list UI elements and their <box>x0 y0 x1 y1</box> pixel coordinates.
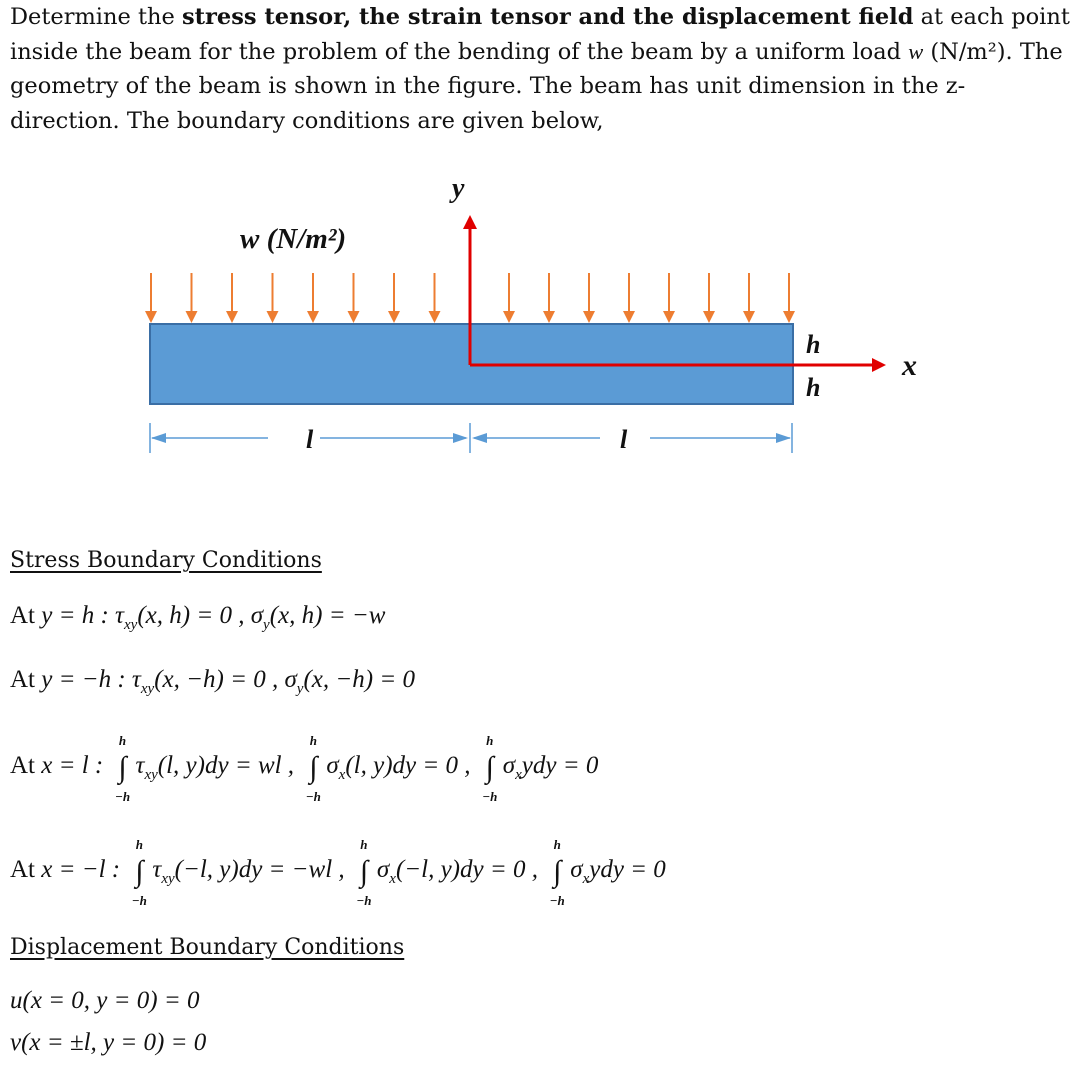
integral-sign: h ∫ −h <box>356 837 372 908</box>
y-axis-label: y <box>452 173 465 204</box>
subscript: xy <box>161 871 175 887</box>
load-arrow-head-icon <box>267 311 279 323</box>
load-symbol: w <box>908 38 924 64</box>
subscript: x <box>582 871 590 887</box>
tau-symbol: τ <box>115 602 124 629</box>
expr: ydy = 0 <box>589 856 666 883</box>
y-axis-arrow-icon <box>463 215 477 229</box>
load-arrow-head-icon <box>583 311 595 323</box>
load-arrow-head-icon <box>663 311 675 323</box>
load-arrow-head-icon <box>388 311 400 323</box>
problem-emphasis: stress tensor, the strain tensor and the displacement field <box>181 4 914 30</box>
displacement-bc-row-2 <box>10 1029 206 1057</box>
expr: (x, h) = 0 , <box>137 602 245 629</box>
subscript: xy <box>140 681 155 697</box>
beam-figure <box>0 165 1080 465</box>
integral-sign: h ∫ −h <box>131 837 147 908</box>
load-arrow-head-icon <box>543 311 555 323</box>
expr: (l, y)dy = 0 , <box>345 752 471 779</box>
expr: (x, h) = −w <box>269 602 386 629</box>
condition: y = −h : <box>41 666 126 693</box>
problem-text: (N/m²). The geometry of the beam is shown in the figure. The beam has unit dimension in the z-direction. The boundary conditions are given below, <box>10 38 1063 134</box>
integral-sign: h ∫ −h <box>114 733 131 804</box>
stress-bc-row-4 <box>10 837 666 908</box>
sigma-symbol: σ <box>502 752 516 779</box>
stress-bc-heading: Stress Boundary Conditions <box>10 548 322 573</box>
at-label: At <box>10 856 35 883</box>
load-arrow-head-icon <box>226 311 238 323</box>
subscript: xy <box>144 767 158 783</box>
sigma-symbol: σ <box>376 856 390 883</box>
displacement-bc-heading: Displacement Boundary Conditions <box>10 935 405 960</box>
at-label: At <box>10 602 35 629</box>
l-right-label: l <box>620 425 628 454</box>
x-axis-arrow-icon <box>872 358 886 372</box>
sigma-symbol: σ <box>570 856 583 883</box>
expr: ydy = 0 <box>521 752 599 779</box>
load-arrow-head-icon <box>429 311 441 323</box>
tau-symbol: τ <box>131 666 141 693</box>
load-arrow-head-icon <box>186 311 198 323</box>
h-bottom-label: h <box>806 373 821 402</box>
problem-text: at each point inside the beam for the problem of the bending of the beam by a uniform load <box>10 4 1070 65</box>
load-arrow-head-icon <box>348 311 360 323</box>
subscript: x <box>515 767 522 783</box>
expr: (−l, y)dy = −wl , <box>174 856 345 883</box>
expr: v(x = ±l, y = 0) = 0 <box>10 1029 207 1056</box>
load-arrow-head-icon <box>503 311 515 323</box>
integral-sign: h ∫ −h <box>482 733 498 804</box>
integral-sign: h ∫ −h <box>305 733 321 804</box>
sigma-symbol: σ <box>326 752 339 779</box>
condition: x = l : <box>41 752 104 779</box>
h-top-label: h <box>806 330 821 359</box>
stress-bc-row-1 <box>10 602 385 634</box>
subscript: xy <box>124 617 138 633</box>
subscript: x <box>389 871 396 887</box>
integral-sign: h ∫ −h <box>549 837 565 908</box>
displacement-bc-row-1 <box>10 987 199 1015</box>
problem-text: Determine the <box>10 4 182 30</box>
load-arrow-head-icon <box>703 311 715 323</box>
at-label: At <box>10 666 35 693</box>
sigma-symbol: σ <box>250 602 264 629</box>
expr: (−l, y)dy = 0 , <box>395 856 538 883</box>
condition: x = −l : <box>41 856 121 883</box>
subscript: y <box>296 681 304 697</box>
load-arrow-head-icon <box>783 311 795 323</box>
subscript: y <box>263 617 270 633</box>
dimension-right <box>470 423 792 453</box>
stress-bc-row-3 <box>10 733 599 804</box>
expr: (x, −h) = 0 <box>303 666 415 693</box>
load-arrow-head-icon <box>145 311 157 323</box>
expr: (x, −h) = 0 , <box>154 666 279 693</box>
l-left-label: l <box>306 425 314 454</box>
load-arrow-head-icon <box>623 311 635 323</box>
expr: u(x = 0, y = 0) = 0 <box>10 987 200 1014</box>
expr: (l, y)dy = wl , <box>157 752 295 779</box>
load-arrow-head-icon <box>307 311 319 323</box>
load-label: w (N/m²) <box>240 223 347 255</box>
subscript: x <box>338 767 346 783</box>
problem-statement <box>10 0 1070 138</box>
tau-symbol: τ <box>152 856 162 883</box>
stress-bc-row-2 <box>10 666 415 698</box>
condition: y = h : <box>41 602 109 629</box>
x-axis-label: x <box>902 349 917 382</box>
sigma-symbol: σ <box>284 666 297 693</box>
at-label: At <box>10 752 35 779</box>
tau-symbol: τ <box>135 752 145 779</box>
load-arrow-head-icon <box>743 311 755 323</box>
